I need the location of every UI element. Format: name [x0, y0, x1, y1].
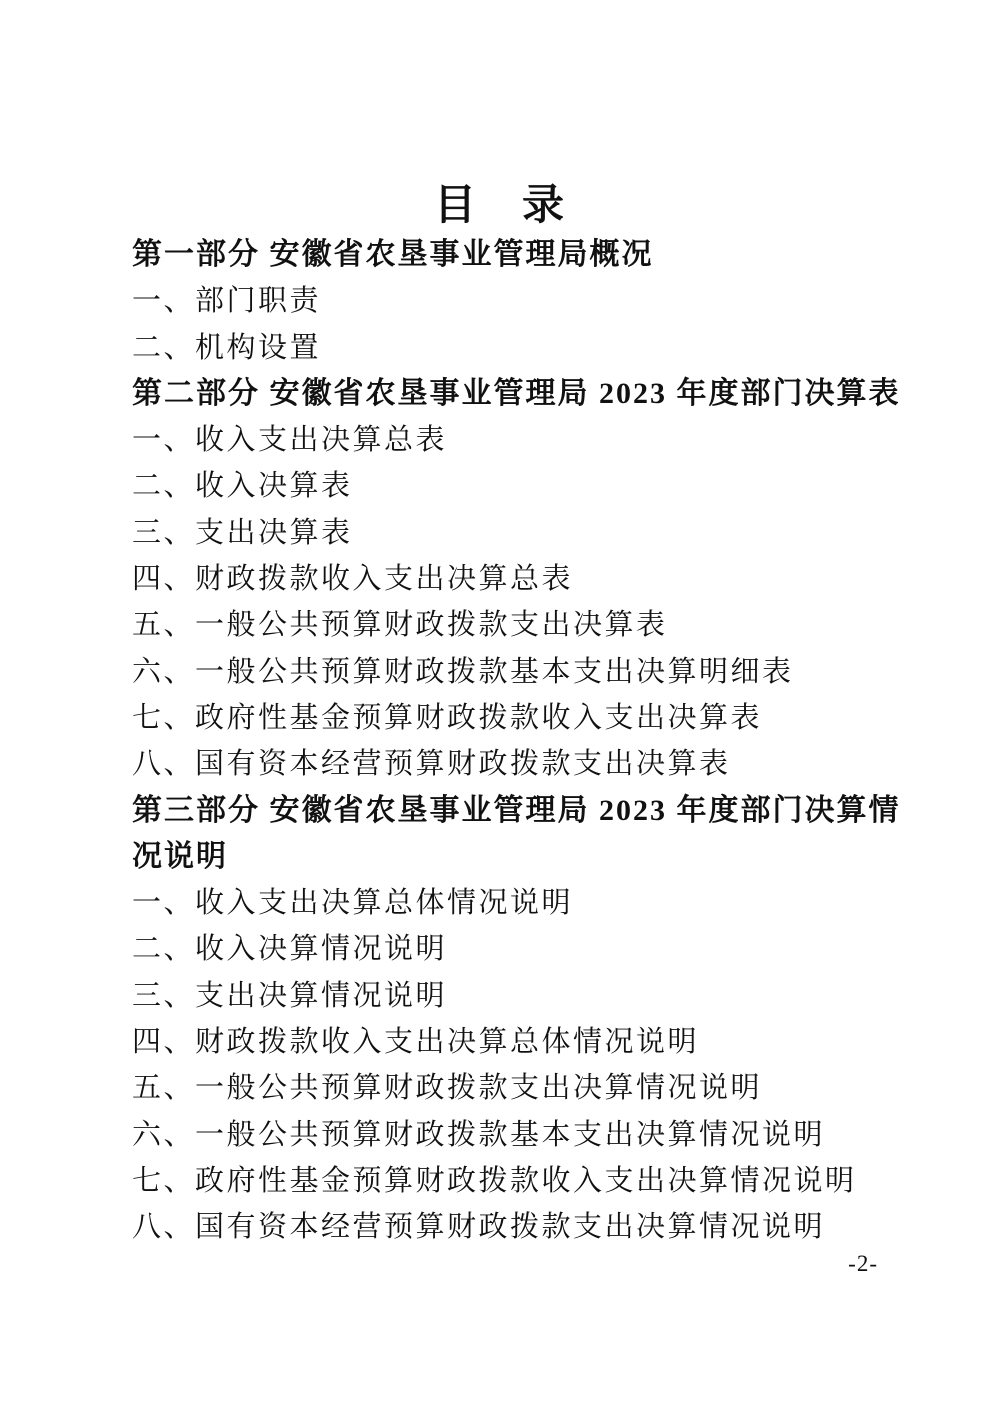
toc-item: 二、机构设置 — [132, 331, 322, 364]
toc-item: 八、国有资本经营预算财政拨款支出决算情况说明 — [132, 1211, 826, 1244]
table-of-contents — [132, 232, 902, 1251]
toc-item: 四、财政拨款收入支出决算总表 — [132, 563, 574, 596]
toc-item: 六、一般公共预算财政拨款基本支出决算明细表 — [132, 655, 794, 688]
toc-item: 七、政府性基金预算财政拨款收入支出决算情况说明 — [132, 1164, 857, 1197]
toc-item: 三、支出决算表 — [132, 516, 353, 549]
toc-item: 八、国有资本经营预算财政拨款支出决算表 — [132, 748, 731, 781]
page-title: 目 录 — [433, 181, 566, 228]
toc-item: 二、收入决算情况说明 — [132, 933, 448, 966]
toc-heading: 第三部分 安徽省农垦事业管理局 2023 年度部门决算情 — [132, 793, 901, 827]
toc-item: 五、一般公共预算财政拨款支出决算表 — [132, 609, 668, 642]
toc-heading: 第二部分 安徽省农垦事业管理局 2023 年度部门决算表 — [132, 376, 901, 410]
toc-item: 七、政府性基金预算财政拨款收入支出决算表 — [132, 701, 763, 734]
toc-item: 五、一般公共预算财政拨款支出决算情况说明 — [132, 1072, 763, 1105]
toc-item: 一、部门职责 — [132, 285, 322, 318]
toc-item: 六、一般公共预算财政拨款基本支出决算情况说明 — [132, 1118, 826, 1151]
toc-heading: 第一部分 安徽省农垦事业管理局概况 — [132, 238, 654, 271]
page-number: -2- — [848, 1251, 878, 1276]
toc-heading: 况说明 — [132, 839, 228, 873]
toc-item: 三、支出决算情况说明 — [132, 979, 448, 1012]
toc-item: 四、财政拨款收入支出决算总体情况说明 — [132, 1026, 700, 1059]
toc-item: 一、收入支出决算总表 — [132, 424, 448, 457]
toc-item: 一、收入支出决算总体情况说明 — [132, 887, 574, 920]
toc-item: 二、收入决算表 — [132, 470, 353, 503]
